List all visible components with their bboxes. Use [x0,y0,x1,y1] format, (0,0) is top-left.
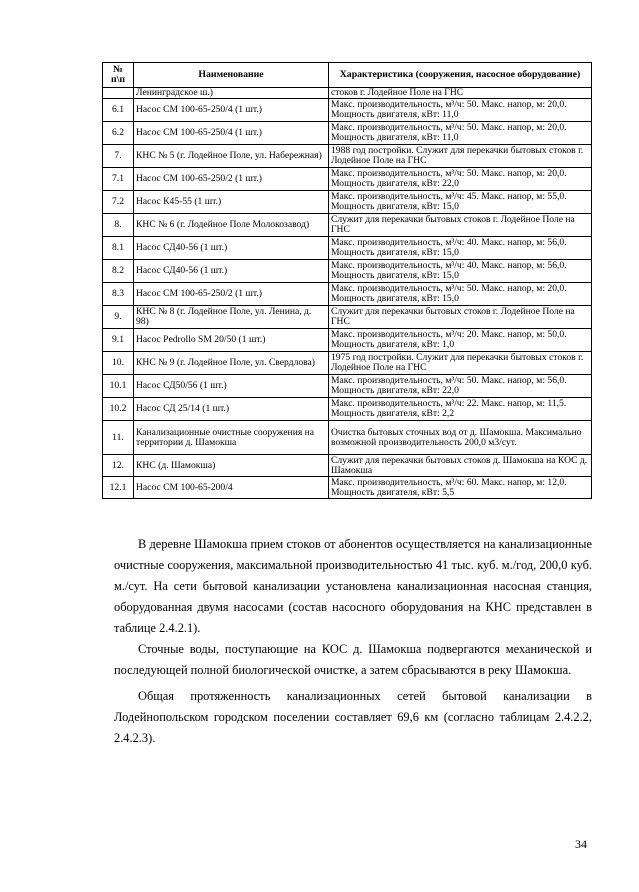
row-number: 8.2 [103,260,134,283]
row-number: 8. [103,214,134,237]
row-characteristic: Очистка бытовых сточных вод от д. Шамокша. Максимально возможной производительность 200,0 м3/сут. [329,421,592,455]
row-name: Насос СМ 100-65-250/2 (1 шт.) [134,168,329,191]
table-row [103,214,592,237]
table-row [103,329,592,352]
table-row [103,99,592,122]
header-characteristic: Характеристика (сооружения, насосное оборудование) [329,63,592,88]
row-name: Насос СД50/56 (1 шт.) [134,375,329,398]
row-characteristic: Макс. производительность, м³/ч: 40. Макс. напор, м: 56,0. Мощность двигателя, кВт: 15,0 [329,237,592,260]
page-number: 34 [575,837,587,851]
row-characteristic: Макс. производительность, м³/ч: 50. Макс. напор, м: 20,0. Мощность двигателя, кВт: 15,0 [329,283,592,306]
row-number: 6.2 [103,122,134,145]
table-row [103,477,592,499]
row-number [103,88,134,99]
row-characteristic: Макс. производительность, м³/ч: 20. Макс. напор, м: 50,0. Мощность двигателя, кВт: 1,0 [329,329,592,352]
row-characteristic: Макс. производительность, м³/ч: 50. Макс. напор, м: 20,0. Мощность двигателя, кВт: 11,0 [329,122,592,145]
row-name: КНС № 8 (г. Лодейное Поле, ул. Ленина, д. 98) [134,306,329,329]
table-body [103,88,592,499]
row-characteristic: 1975 год постройки. Служит для перекачки бытовых стоков г. Лодейное Поле на ГНС [329,352,592,375]
row-name: Насос СМ 100-65-250/4 (1 шт.) [134,122,329,145]
table-row [103,191,592,214]
row-characteristic: Макс. производительность, м³/ч: 50. Макс. напор, м: 20,0. Мощность двигателя, кВт: 22,0 [329,168,592,191]
row-characteristic: Служит для перекачки бытовых стоков г. Лодейное Поле на ГНС [329,214,592,237]
table-row [103,260,592,283]
table-row [103,168,592,191]
row-characteristic: Макс. производительность, м³/ч: 60. Макс. напор, м: 12,0. Мощность двигателя, кВт: 5,5 [329,477,592,499]
paragraph-shamoksha-intake: В деревне Шамокша прием стоков от абонентов осуществляется на канализационные очистные сооружения, максимальной производительностью 41 тыс. куб. м./год, 200,0 куб. м./сут. На сети бытовой канализации установлена канализационная насосная станция, оборудованная двумя насосами (состав насосного оборудования на КНС представлен в таблице 2.4.2.1). [114,537,592,635]
header-number: № п\п [103,63,134,88]
table-row [103,455,592,477]
table-row [103,352,592,375]
row-characteristic: 1988 год постройки. Служит для перекачки бытовых стоков г. Лодейное Поле на ГНС [329,145,592,168]
row-characteristic: Макс. производительность, м³/ч: 45. Макс. напор, м: 55,0. Мощность двигателя, кВт: 15,0 [329,191,592,214]
row-number: 11. [103,421,134,455]
table-row [103,237,592,260]
table-row [103,306,592,329]
row-name: КНС № 5 (г. Лодейное Поле, ул. Набережная) [134,145,329,168]
table-row [103,398,592,421]
row-number: 9. [103,306,134,329]
header-name: Наименование [134,63,329,88]
row-number: 7. [103,145,134,168]
row-characteristic: Макс. производительность, м³/ч: 22. Макс. напор, м: 11,5. Мощность двигателя, кВт: 2,2 [329,398,592,421]
table-row [103,283,592,306]
row-characteristic: Служит для перекачки бытовых стоков г. Лодейное Поле на ГНС [329,306,592,329]
paragraph-wastewater-treatment: Сточные воды, поступающие на КОС д. Шамокша подвергаются механической и последующей полной биологической очистке, а затем сбрасываются в реку Шамокша. [114,642,592,677]
row-name: Насос СМ 100-65-200/4 [134,477,329,499]
table-row [103,375,592,398]
row-name: Насос СМ 100-65-250/4 (1 шт.) [134,99,329,122]
row-name: Насос СД40-56 (1 шт.) [134,260,329,283]
row-characteristic: Макс. производительность, м³/ч: 40. Макс. напор, м: 56,0. Мощность двигателя, кВт: 15,0 [329,260,592,283]
row-name: КНС (д. Шамокша) [134,455,329,477]
equipment-table [102,62,592,499]
row-characteristic: Макс. производительность, м³/ч: 50. Макс. напор, м: 56,0. Мощность двигателя, кВт: 22,0 [329,375,592,398]
row-number: 12.1 [103,477,134,499]
row-name: Насос СД 25/14 (1 шт.) [134,398,329,421]
row-number: 8.1 [103,237,134,260]
row-name: Насос СМ 100-65-250/2 (1 шт.) [134,283,329,306]
row-name: Ленинградское ш.) [134,88,329,99]
row-number: 10. [103,352,134,375]
row-characteristic: Макс. производительность, м³/ч: 50. Макс. напор, м: 20,0. Мощность двигателя, кВт: 11,0 [329,99,592,122]
row-number: 6.1 [103,99,134,122]
row-name: Насос Pedrollo SM 20/50 (1 шт.) [134,329,329,352]
row-name: КНС № 6 (г. Лодейное Поле Молокозавод) [134,214,329,237]
row-name: Канализационные очистные сооружения на территории д. Шамокша [134,421,329,455]
table-row [103,145,592,168]
row-number: 12. [103,455,134,477]
row-name: Насос СД40-56 (1 шт.) [134,237,329,260]
row-characteristic: Служит для перекачки бытовых стоков д. Шамокша на КОС д. Шамокша [329,455,592,477]
table-row [103,88,592,99]
row-name: КНС № 9 (г. Лодейное Поле, ул. Свердлова) [134,352,329,375]
row-characteristic: стоков г. Лодейное Поле на ГНС [329,88,592,99]
row-name: Насос К45-55 (1 шт.) [134,191,329,214]
paragraph-network-length: Общая протяженность канализационных сетей бытовой канализации в Лодейнопольском городском поселении составляет 69,6 км (согласно таблицам 2.4.2.2, 2.4.2.3). [114,689,592,745]
row-number: 10.1 [103,375,134,398]
row-number: 7.2 [103,191,134,214]
table-row [103,122,592,145]
row-number: 7.1 [103,168,134,191]
row-number: 8.3 [103,283,134,306]
table-row [103,421,592,455]
table-header-row [103,63,592,88]
row-number: 10.2 [103,398,134,421]
row-number: 9.1 [103,329,134,352]
